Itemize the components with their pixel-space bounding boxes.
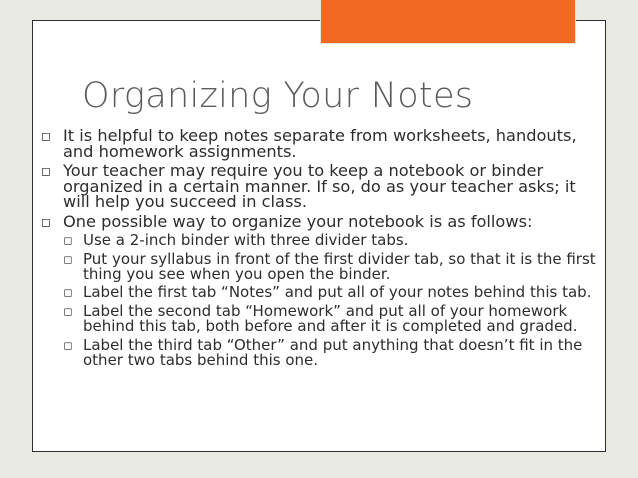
sub-bullet-text: Put your syllabus in front of the first divider tab, so that it is the first thing you see when you open the binder. xyxy=(83,249,596,283)
sub-bullet-item xyxy=(40,249,600,283)
sub-bullet-item xyxy=(40,285,600,300)
bullet-item xyxy=(40,163,600,210)
square-bullet-icon: ◻ xyxy=(63,234,73,247)
sub-bullet-text: Use a 2-inch binder with three divider tabs. xyxy=(83,231,409,249)
accent-tab xyxy=(320,0,576,44)
square-bullet-icon: ◻ xyxy=(41,164,51,178)
square-bullet-icon: ◻ xyxy=(41,214,51,229)
slide-body xyxy=(40,128,600,371)
bullet-text: One possible way to organize your notebook is as follows: xyxy=(63,211,533,231)
bullet-item xyxy=(40,211,600,231)
bullet-text: It is helpful to keep notes separate from worksheets, handouts, and homework assignments. xyxy=(63,126,577,161)
bullet-item xyxy=(40,128,600,159)
square-bullet-icon: ◻ xyxy=(41,129,51,143)
bullet-list xyxy=(40,128,600,367)
sub-bullet-text: Label the second tab “Homework” and put all of your homework behind this tab, both before and after it is completed and graded. xyxy=(83,302,578,335)
bullet-text: Your teacher may require you to keep a notebook or binder organized in a certain manner. If so, do as your teacher asks; it will help you succeed in class. xyxy=(63,161,576,211)
sub-bullet-item xyxy=(40,233,600,248)
square-bullet-icon: ◻ xyxy=(63,338,73,352)
square-bullet-icon: ◻ xyxy=(63,286,73,300)
square-bullet-icon: ◻ xyxy=(63,252,73,266)
sub-bullet-text: Label the first tab “Notes” and put all of your notes behind this tab. xyxy=(83,283,592,302)
sub-bullet-text: Label the third tab “Other” and put anything that doesn’t fit in the other two tabs behind this one. xyxy=(83,335,583,369)
square-bullet-icon: ◻ xyxy=(63,305,73,319)
slide-title: Organizing Your Notes xyxy=(82,76,474,116)
sub-bullet-item xyxy=(40,304,600,334)
sub-bullet-item xyxy=(40,335,600,369)
